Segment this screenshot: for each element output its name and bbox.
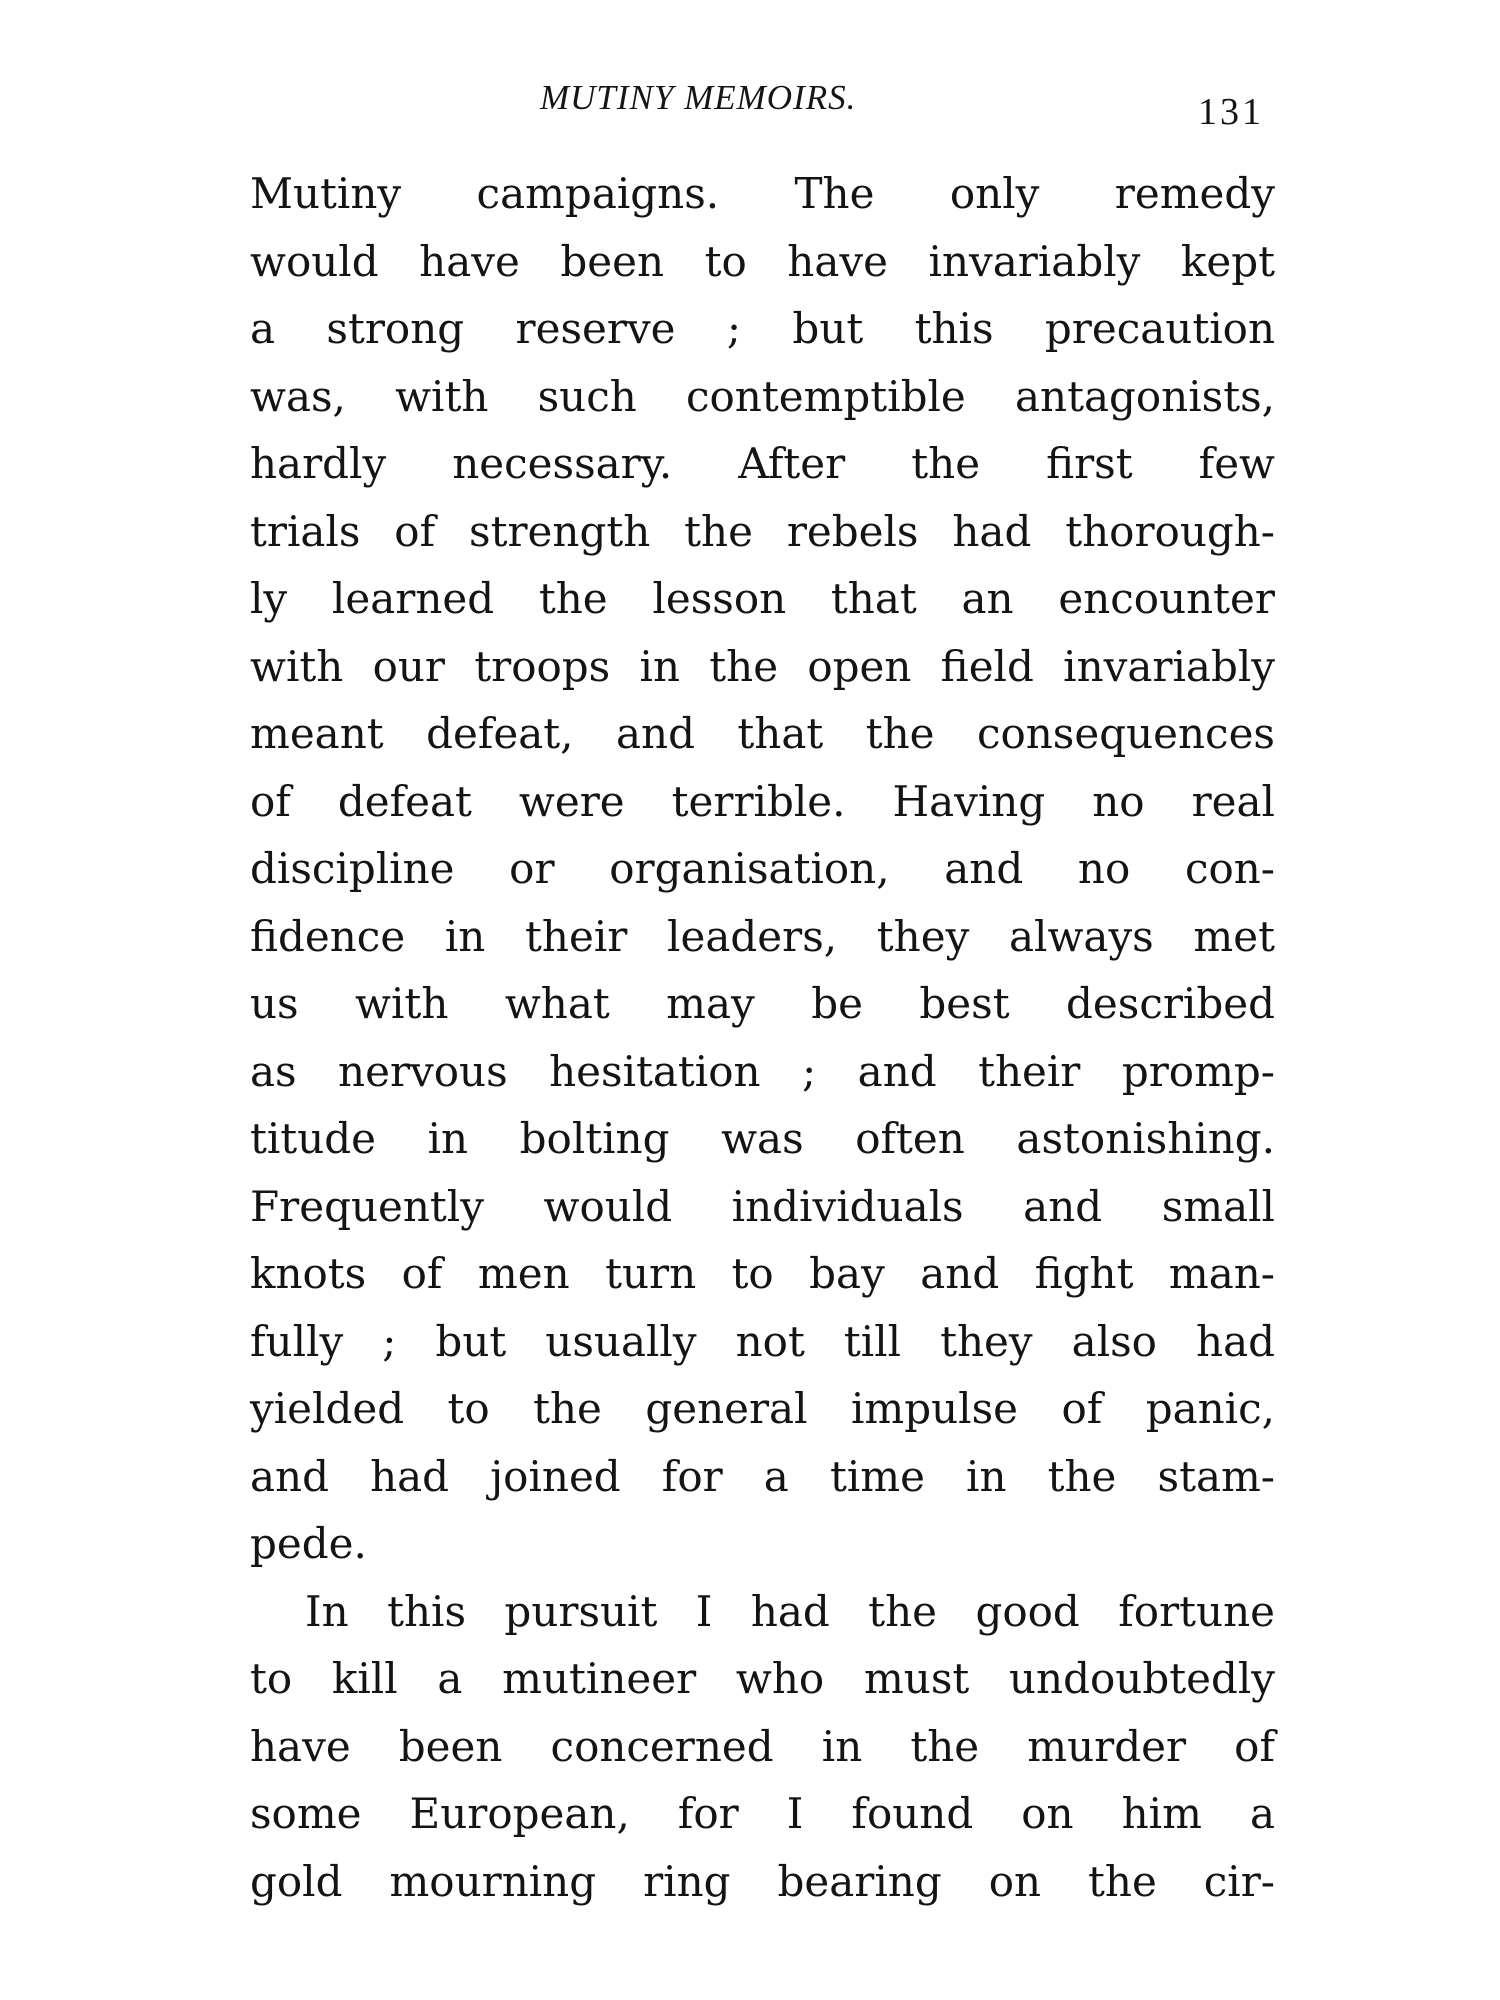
text-line: Mutiny campaigns. The only remedy [250,169,1275,218]
text-line: fully ; but usually not till they also had [250,1316,1275,1366]
text-line: titude in bolting was often astonishing. [250,1114,1275,1163]
text-line: knots of men turn to bay and fight man- [250,1249,1275,1298]
body-text [250,160,1275,1915]
text-line: and had joined for a time in the stam- [250,1451,1275,1501]
running-head-title: MUTINY MEMOIRS. [540,78,857,117]
text-line: to kill a mutineer who must undoubtedly [250,1654,1275,1703]
text-line: gold mourning ring bearing on the cir- [250,1856,1275,1906]
text-line-paragraph-end: pede. [250,1519,367,1568]
text-line: Frequently would individuals and small [250,1181,1275,1231]
text-line: ly learned the lesson that an encounter [250,574,1275,623]
text-line: was, with such contemptible antagonists, [250,371,1275,421]
text-line: with our troops in the open field invariably [250,641,1275,691]
text-line: a strong reserve ; but this precaution [250,304,1275,353]
text-line: yielded to the general impulse of panic, [250,1384,1275,1433]
text-line: us with what may be best described [250,979,1275,1028]
text-line-paragraph-start: In this pursuit I had the good fortune [305,1586,1275,1636]
text-line: discipline or organisation, and no con- [250,844,1275,893]
text-line: as nervous hesitation ; and their promp- [250,1046,1275,1096]
text-line: have been concerned in the murder of [250,1721,1275,1771]
text-line: hardly necessary. After the first few [250,439,1275,488]
text-line: some European, for I found on him a [250,1789,1275,1838]
text-line: would have been to have invariably kept [250,236,1275,286]
text-line: meant defeat, and that the consequences [250,709,1275,758]
page-number: 131 [1198,91,1264,133]
text-line: trials of strength the rebels had thorough- [250,506,1275,556]
text-line: fidence in their leaders, they always met [250,911,1275,961]
text-line: of defeat were terrible. Having no real [250,776,1275,826]
